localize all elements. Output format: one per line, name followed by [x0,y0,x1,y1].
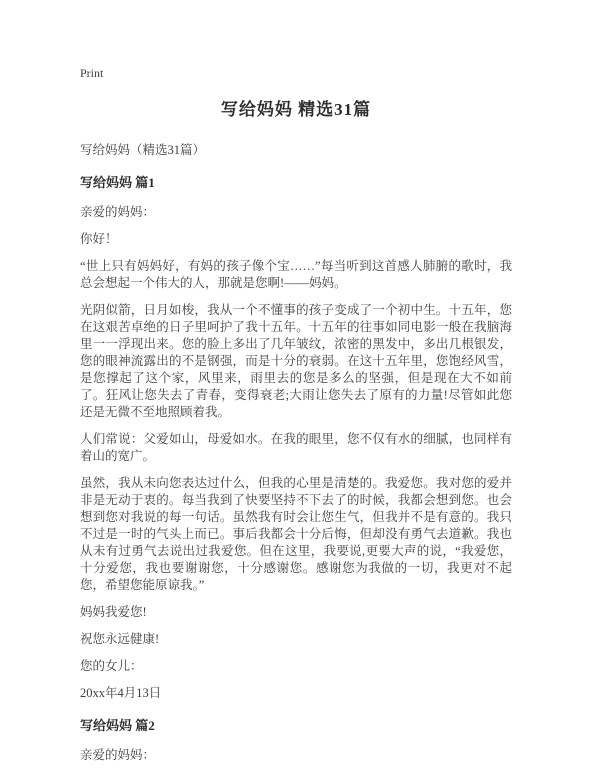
paragraph: 虽然，我从未向您表达过什么，但我的心里是清楚的。我爱您。我对您的爱并非是无动于衷的。每当我到了快要坚持不下去了的时候，我都会想到您。也会想到您对我说的每一句话。虽然我有时会让您生气，但我并不是有意的。我只不过是一时的气头上而已。事后我都会十分后悔，但却没有勇气去道歉。我也从未有过勇气去说出过我爱您。但在这里，我要说,更要大声的说，“我爱您，十分爱您，我也要谢谢您，十分感谢您。感谢您为我做的一切，我更对不起您，希望您能原谅我。” [80,476,512,592]
paragraph: 你好！ [80,232,118,246]
paragraph: 祝您永远健康! [80,632,160,646]
paragraph: 亲爱的妈妈： [80,748,156,762]
doc-subtitle: 写给妈妈（精选31篇） [80,143,206,157]
section-heading-1: 写给妈妈 篇1 [80,175,155,190]
paragraph: 光阴似箭，日月如梭，我从一个不懂事的孩子变成了一个初中生。十五年，您在这艰苦卓绝的日子里呵护了我十五年。十五年的往事如同电影一般在我脑海里一一浮现出来。您的脸上多出了几年皱纹，浓密的黑发中，多出几根银发，您的眼神流露出的不是钢强，而是十分的衰弱。在这十五年里，您饱经风雪，是您撑起了这个家，风里来，雨里去的您是多么的坚强，但是现在大不如前了。狂风让您失去了青春，变得衰老;大雨让您失去了原有的力量!尽管如此您还是无微不至地照顾着我。 [80,303,512,419]
paragraph: “世上只有妈妈好，有妈的孩子像个宝……”每当听到这首感人肺腑的歌时，我总会想起一个伟大的人，那就是您啊!——妈妈。 [80,259,512,290]
paragraph: 您的女儿： [80,659,143,673]
paragraph: 妈妈我爱您! [80,605,147,619]
paragraph: 20xx年4月13日 [80,686,162,700]
paragraph: 亲爱的妈妈： [80,205,156,219]
print-link[interactable]: Print [80,66,104,80]
section-heading-2: 写给妈妈 篇2 [80,718,155,733]
page-title: 写给妈妈 精选31篇 [220,100,372,119]
paragraph: 人们常说：父爱如山，母爱如水。在我的眼里，您不仅有水的细腻，也同样有着山的宽广。 [80,432,512,463]
